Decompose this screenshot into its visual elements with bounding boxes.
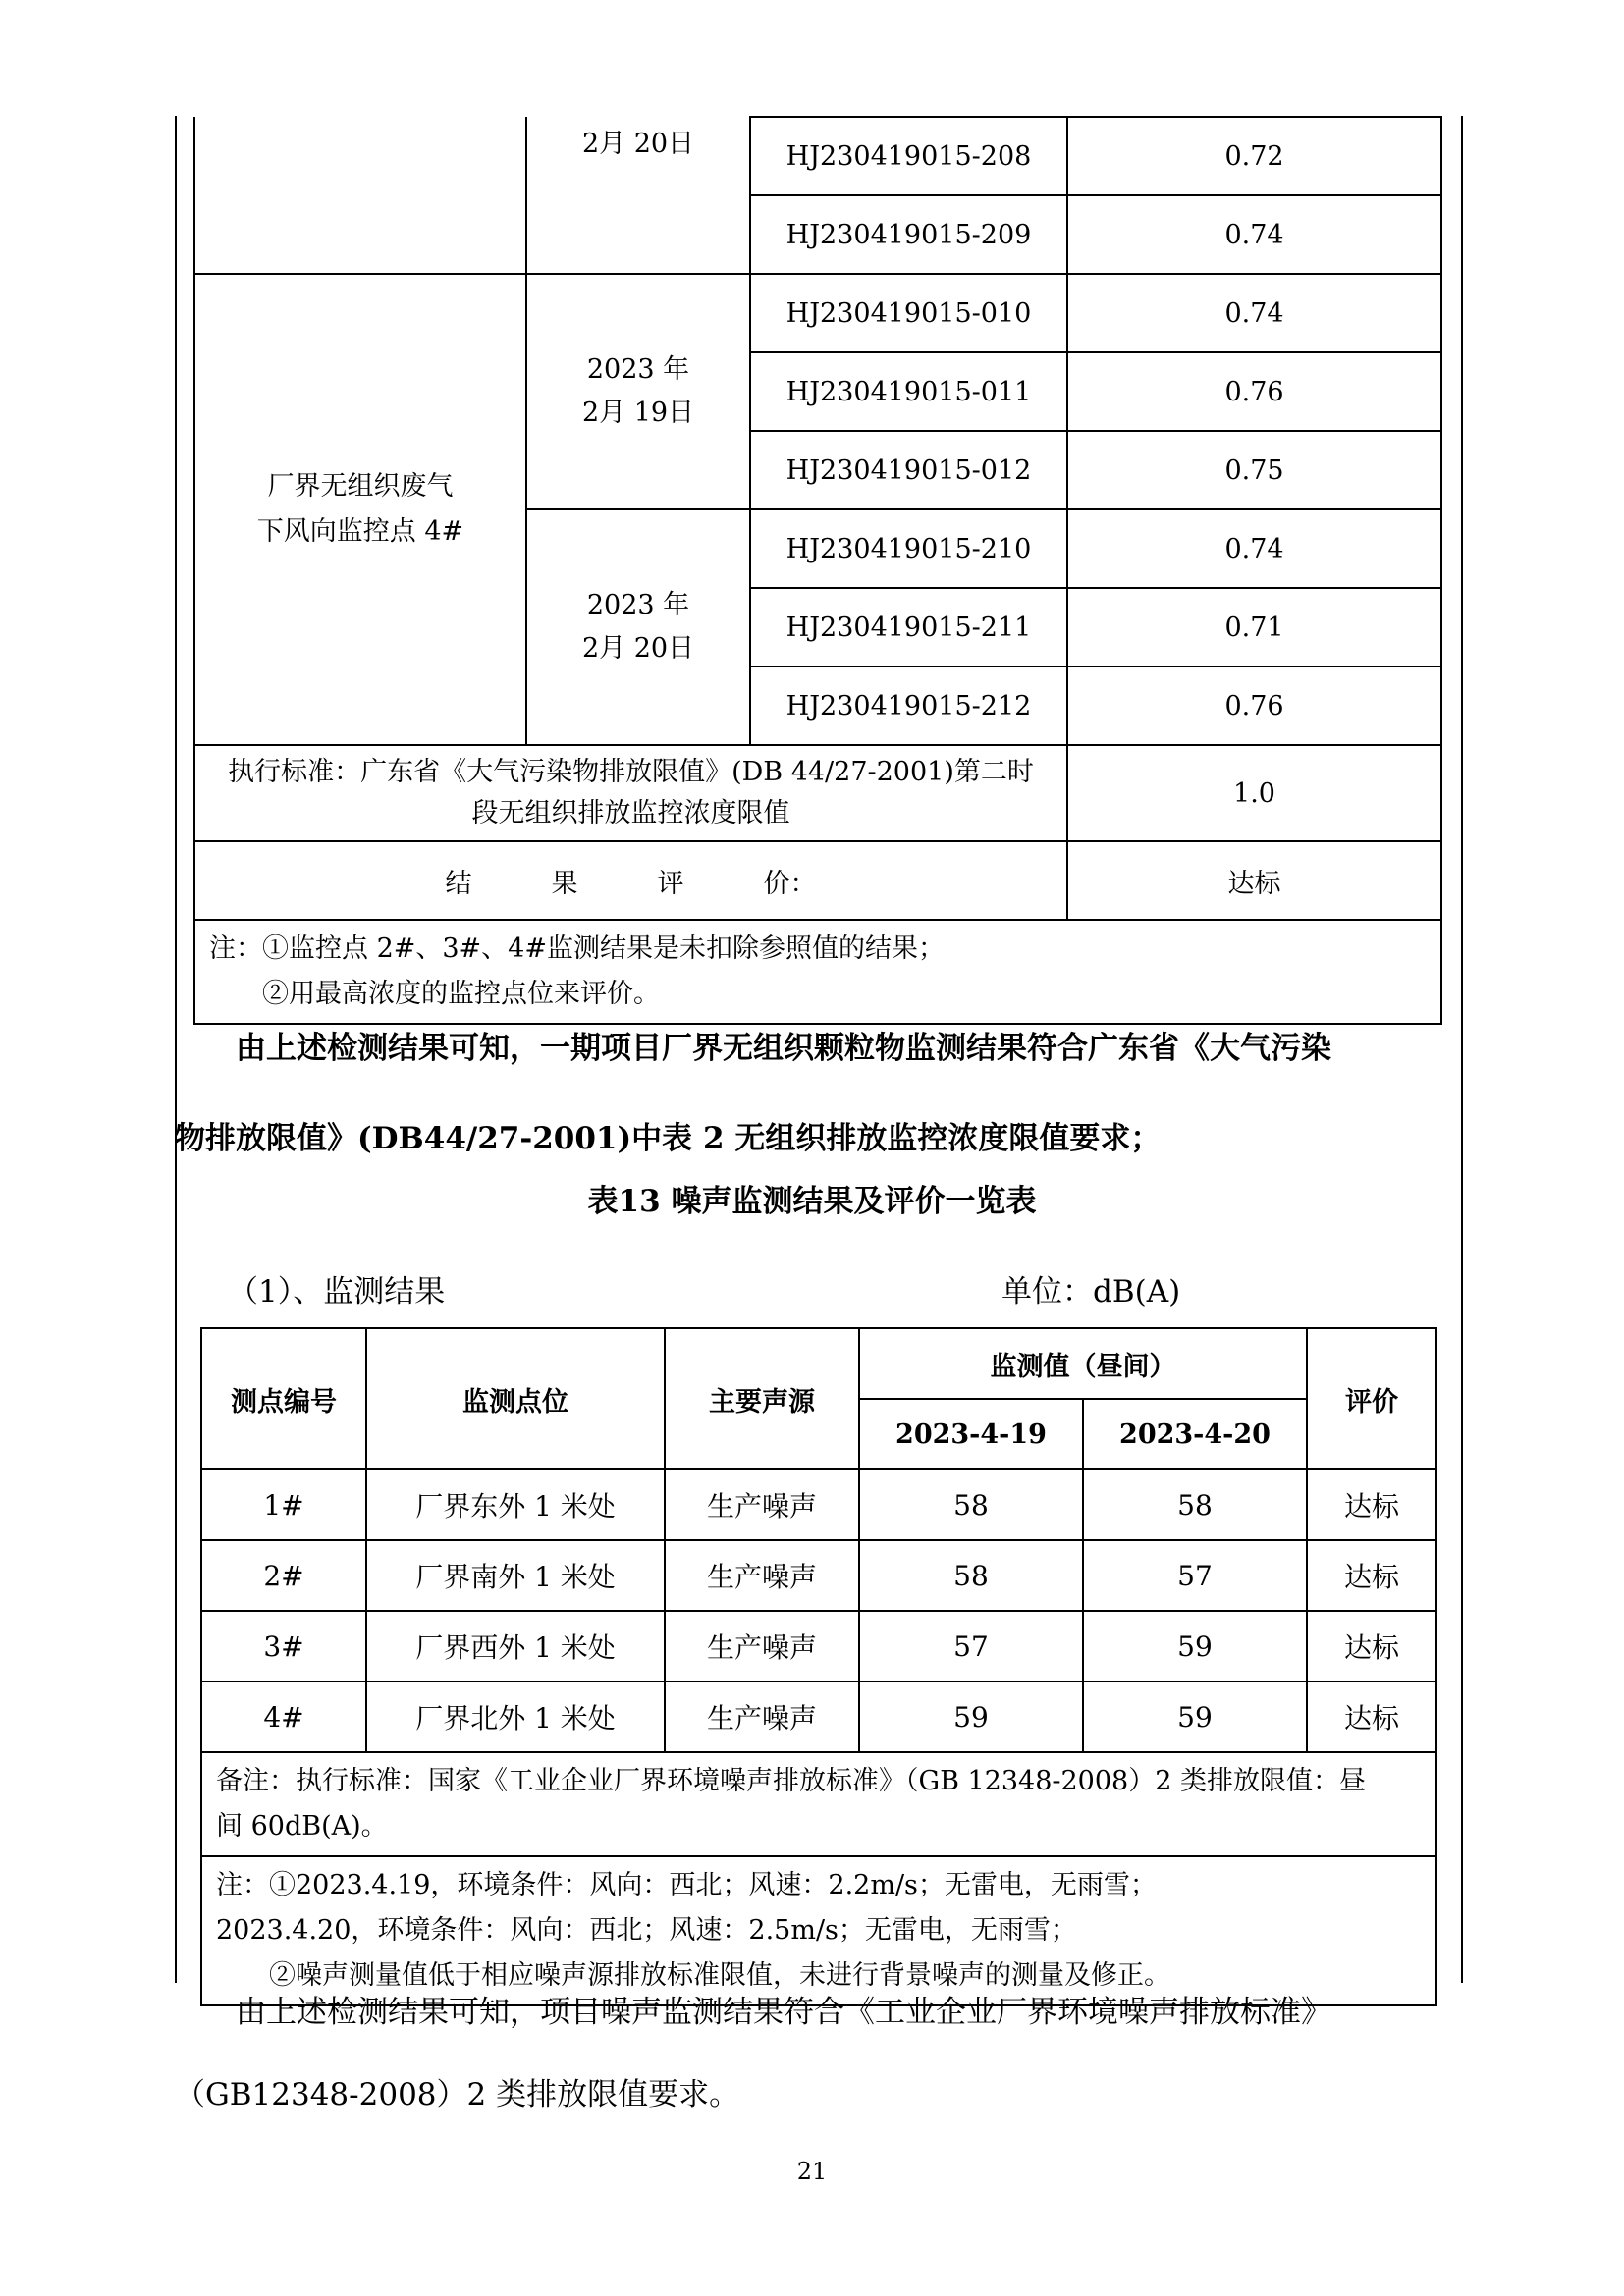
evaluation: 达标 [1307,1540,1436,1611]
evaluation-label: 结 果 评 价： [194,841,1067,920]
evaluation: 达标 [1307,1611,1436,1682]
note-line2: ②用最高浓度的监控点位来评价。 [209,979,660,1009]
header-date-1: 2023-4-19 [859,1399,1083,1469]
date-cell [526,274,750,509]
value-day1: 57 [859,1611,1083,1682]
date-line2: 2月 19日 [581,398,695,428]
source: 生产噪声 [665,1469,859,1540]
conclusion-paragraph-2 [175,1971,1451,2136]
paragraph-line: 由上述检测结果可知，项目噪声监测结果符合《工业企业厂界环境噪声排放标准》 [175,1995,1331,2030]
point-label-line1: 厂界无组织废气 [267,471,454,502]
table-row [201,1469,1436,1540]
table-13-caption: 表13 噪声监测结果及评价一览表 [587,1184,1037,1219]
page-number: 21 [796,2158,828,2185]
date-text: 2月 20日 [581,129,695,159]
sample-id: HJ230419015-210 [750,509,1067,588]
evaluation-value: 达标 [1067,841,1441,920]
table-row [194,274,1441,352]
standard-line1: 执行标准：广东省《大气污染物排放限值》(DB 44/27-2001)第二时 [228,757,1034,787]
header-point-id: 测点编号 [201,1328,366,1469]
value-day2: 58 [1083,1469,1307,1540]
sample-value: 0.75 [1067,431,1441,509]
source: 生产噪声 [665,1682,859,1752]
paragraph-line: 物排放限值》(DB44/27-2001)中表 2 无组织排放监控浓度限值要求； [175,1121,1162,1156]
sample-value: 0.71 [1067,588,1441,667]
header-location: 监测点位 [366,1328,665,1469]
note-line3: ②噪声测量值低于相应噪声源排放标准限值，未进行背景噪声的测量及修正。 [216,1960,1170,1991]
sample-id: HJ230419015-212 [750,667,1067,745]
header-date-2: 2023-4-20 [1083,1399,1307,1469]
standard-row [194,745,1441,841]
evaluation-row [194,841,1441,920]
note-line1: 注：①监控点 2#、3#、4#监测结果是未扣除参照值的结果； [209,934,945,964]
point-label-line2: 下风向监控点 4# [256,516,464,547]
value-day2: 59 [1083,1682,1307,1752]
table-row [194,117,1441,195]
paragraph-line: （GB12348-2008）2 类排放限值要求。 [175,2077,740,2112]
value-day2: 59 [1083,1611,1307,1682]
sample-id: HJ230419015-208 [750,117,1067,195]
header-row [201,1328,1436,1399]
paragraph-line: 由上述检测结果可知，一期项目厂界无组织颗粒物监测结果符合广东省《大气污染 [175,1031,1331,1066]
point-id: 3# [201,1611,366,1682]
value-day1: 58 [859,1540,1083,1611]
standard-value: 1.0 [1067,745,1441,841]
value-day1: 58 [859,1469,1083,1540]
subheading: （1）、监测结果 [228,1274,446,1309]
date-cell [526,509,750,745]
date-cell [526,117,750,274]
location: 厂界南外 1 米处 [366,1540,665,1611]
header-evaluation: 评价 [1307,1328,1436,1469]
point-id: 1# [201,1469,366,1540]
table-row [201,1540,1436,1611]
sample-id: HJ230419015-011 [750,352,1067,431]
sample-value: 0.76 [1067,352,1441,431]
sample-value: 0.74 [1067,274,1441,352]
location: 厂界北外 1 米处 [366,1682,665,1752]
sample-id: HJ230419015-012 [750,431,1067,509]
date-line1: 2023 年 [586,354,690,385]
note-line2: 2023.4.20，环境条件：风向：西北；风速：2.5m/s；无雷电，无雨雪； [216,1915,1077,1946]
conclusion-paragraph-1 [175,1003,1451,1184]
sample-value: 0.76 [1067,667,1441,745]
note-line1: 注：①2023.4.19，环境条件：风向：西北；风速：2.2m/s；无雷电，无雨雪； [216,1870,1157,1900]
sample-value: 0.74 [1067,509,1441,588]
remark-row [201,1752,1436,1856]
source: 生产噪声 [665,1540,859,1611]
standard-cell [194,745,1067,841]
location: 厂界东外 1 米处 [366,1469,665,1540]
value-day1: 59 [859,1682,1083,1752]
unit-label: 单位：dB(A) [1001,1274,1181,1309]
point-id: 2# [201,1540,366,1611]
location: 厂界西外 1 米处 [366,1611,665,1682]
header-value-group: 监测值（昼间） [859,1328,1307,1399]
date-line2: 2月 20日 [581,633,695,664]
standard-line2: 段无组织排放监控浓度限值 [471,798,790,828]
sample-value: 0.72 [1067,117,1441,195]
value-day2: 57 [1083,1540,1307,1611]
particulate-monitoring-table [193,116,1442,1025]
evaluation: 达标 [1307,1469,1436,1540]
point-4-cell [194,274,526,745]
date-line1: 2023 年 [586,590,690,620]
point-cell-prev [194,117,526,274]
header-source: 主要声源 [665,1328,859,1469]
noise-monitoring-table [200,1327,1437,2006]
evaluation: 达标 [1307,1682,1436,1752]
source: 生产噪声 [665,1611,859,1682]
remark-cell [201,1752,1436,1856]
table-row [201,1611,1436,1682]
sample-id: HJ230419015-209 [750,195,1067,274]
remark-line2: 间 60dB(A)。 [216,1811,388,1842]
table-row [201,1682,1436,1752]
sample-id: HJ230419015-211 [750,588,1067,667]
sample-id: HJ230419015-010 [750,274,1067,352]
point-id: 4# [201,1682,366,1752]
remark-line1: 备注：执行标准：国家《工业企业厂界环境噪声排放标准》（GB 12348-2008）2 类排放限值：昼 [216,1766,1366,1796]
sample-value: 0.74 [1067,195,1441,274]
